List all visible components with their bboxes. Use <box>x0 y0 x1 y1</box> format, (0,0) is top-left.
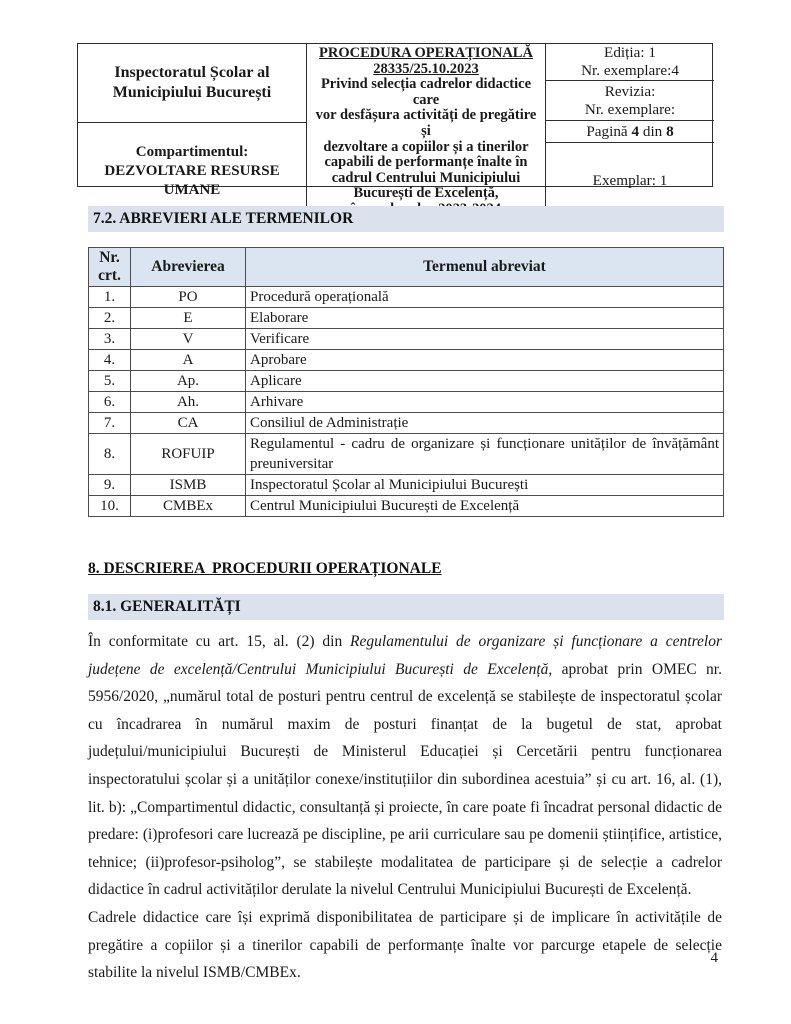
row-number: 7. <box>89 413 131 434</box>
procedure-subtitle-line: dezvoltare a copiilor și a tinerilor <box>323 138 529 155</box>
row-number: 4. <box>89 350 131 371</box>
copy-value: Exemplar: 1 <box>592 172 668 190</box>
section-8-1-heading: 8.1. GENERALITĂȚI <box>88 594 724 620</box>
page-of-prefix: Pagină <box>586 123 632 140</box>
row-number: 5. <box>89 371 131 392</box>
document-header <box>77 43 713 202</box>
page-of-current: 4 <box>631 123 640 140</box>
row-number: 6. <box>89 392 131 413</box>
paragraph-1-regulation-title: Regulamentului de organizare și funcționare a centrelor județene de excelență/Centrului Municipiului București de Excelență <box>88 633 722 678</box>
table-row <box>89 308 724 329</box>
row-number: 3. <box>89 329 131 350</box>
header-left-column <box>78 44 307 220</box>
page-of-total: 8 <box>666 123 674 140</box>
organization-name <box>78 44 306 122</box>
row-number: 2. <box>89 308 131 329</box>
row-term: Aplicare <box>246 371 724 392</box>
procedure-number: 28335/25.10.2023 <box>373 60 479 77</box>
procedure-subtitle-line: capabili de performanțe înalte în <box>324 154 528 171</box>
department-name: DEZVOLTARE RESURSE UMANE <box>104 162 280 198</box>
edition-copies: Nr. exemplare:4 <box>581 62 679 79</box>
row-abbreviation: Ap. <box>131 371 246 392</box>
row-abbreviation: CA <box>131 413 246 434</box>
procedure-title: PROCEDURA OPERAȚIONALĂ <box>319 45 533 61</box>
table-row <box>89 350 724 371</box>
row-abbreviation: A <box>131 350 246 371</box>
table-row <box>89 392 724 413</box>
procedure-subtitle-line: vor desfășura activități de pregătire și <box>315 107 537 139</box>
table-row <box>89 413 724 434</box>
header-meta-column <box>546 44 714 220</box>
organization-name-line2: Municipiului București <box>112 84 272 101</box>
table-row <box>89 371 724 392</box>
row-term: Procedură operațională <box>246 287 724 308</box>
paragraph-2: Cadrele didactice care își exprimă disponibilitatea de participare și de implicare în activitățile de pregătire a copiilor și a tinerilor capabili de performanțe înalte vor parcurge etapele de selecție stabilite la nivelul ISMB/CMBEx. <box>88 908 722 982</box>
page-of-cell <box>546 120 714 142</box>
table-row <box>89 475 724 496</box>
row-term: Inspectoratul Școlar al Municipiului București <box>246 475 724 496</box>
row-term: Centrul Municipiului București de Excelență <box>246 496 724 517</box>
table-row <box>89 287 724 308</box>
edition-cell <box>546 44 714 80</box>
organization-name-line1: Inspectoratul Școlar al <box>114 64 270 81</box>
revision-label: Revizia: <box>604 82 656 100</box>
row-abbreviation: ISMB <box>131 475 246 496</box>
body-text <box>88 628 722 987</box>
section-7-2-heading: 7.2. ABREVIERI ALE TERMENILOR <box>88 206 724 232</box>
edition-value: Ediția: 1 <box>604 44 656 61</box>
row-abbreviation: PO <box>131 287 246 308</box>
row-term: Aprobare <box>246 350 724 371</box>
abbreviations-header-row <box>89 248 724 287</box>
row-number: 1. <box>89 287 131 308</box>
paragraph-1 <box>88 628 722 904</box>
column-header-term: Termenul abreviat <box>246 248 724 287</box>
row-abbreviation: V <box>131 329 246 350</box>
section-8-heading: 8. DESCRIEREA PROCEDURII OPERAȚIONALE <box>88 560 442 577</box>
row-number: 10. <box>89 496 131 517</box>
procedure-subtitle-line: București de Excelență, <box>353 185 499 202</box>
column-header-abbreviation: Abrevierea <box>131 248 246 287</box>
row-number: 8. <box>89 434 131 475</box>
abbreviations-table <box>88 247 724 517</box>
row-term: Consiliul de Administrație <box>246 413 724 434</box>
row-abbreviation: Ah. <box>131 392 246 413</box>
department-label: Compartimentul: <box>135 143 249 160</box>
row-abbreviation: ROFUIP <box>131 434 246 475</box>
page-number: 4 <box>710 950 718 966</box>
row-term: Arhivare <box>246 392 724 413</box>
procedure-subtitle-line: Privind selecția cadrelor didactice care <box>320 76 532 108</box>
paragraph-1-lead: În conformitate cu art. 15, al. (2) din <box>88 633 351 650</box>
row-number: 9. <box>89 475 131 496</box>
row-abbreviation: E <box>131 308 246 329</box>
row-term: Regulamentul - cadru de organizare și funcționare unităților de învățământ preuniversitar <box>246 434 724 475</box>
revision-copies: Nr. exemplare: <box>584 100 676 118</box>
row-abbreviation: CMBEx <box>131 496 246 517</box>
table-row <box>89 434 724 475</box>
page-of-din: din <box>639 123 667 140</box>
table-row <box>89 329 724 350</box>
row-term: Verificare <box>246 329 724 350</box>
department-cell <box>78 122 306 220</box>
column-header-nr: Nr. crt. <box>89 248 131 287</box>
paragraph-1-rest: , aprobat prin OMEC nr. 5956/2020, „numărul total de posturi pentru centrul de excelență se stabilește de inspectoratul școlar cu încadrarea în numărul maxim de posturi finanțat de la bugetul de stat, aprobat județului/municipiului București de Ministerul Educației și Cercetării pentru funcționarea inspectoratului școlar și a unităților conexe/instituțiilor din subordinea acestuia” și cu art. 16, al. (1), lit. b): „Compartimentul didactic, consultanță și proiecte, în care poate fi încadrat personal didactic de predare: (i)profesori care lucrează pe discipline, pe arii curriculare sau pe domenii științifice, artistice, tehnice; (ii)profesor-psiholog”, se stabilește modalitatea de participare și de selecție a cadrelor didactice în cadrul activităților derulate la nivelul Centrului Municipiului București de Excelență. <box>88 660 722 899</box>
row-term: Elaborare <box>246 308 724 329</box>
revision-cell <box>546 80 714 120</box>
table-row <box>89 496 724 517</box>
procedure-title-cell <box>307 44 546 220</box>
procedure-subtitle-line: cadrul Centrului Municipiului <box>331 169 521 186</box>
